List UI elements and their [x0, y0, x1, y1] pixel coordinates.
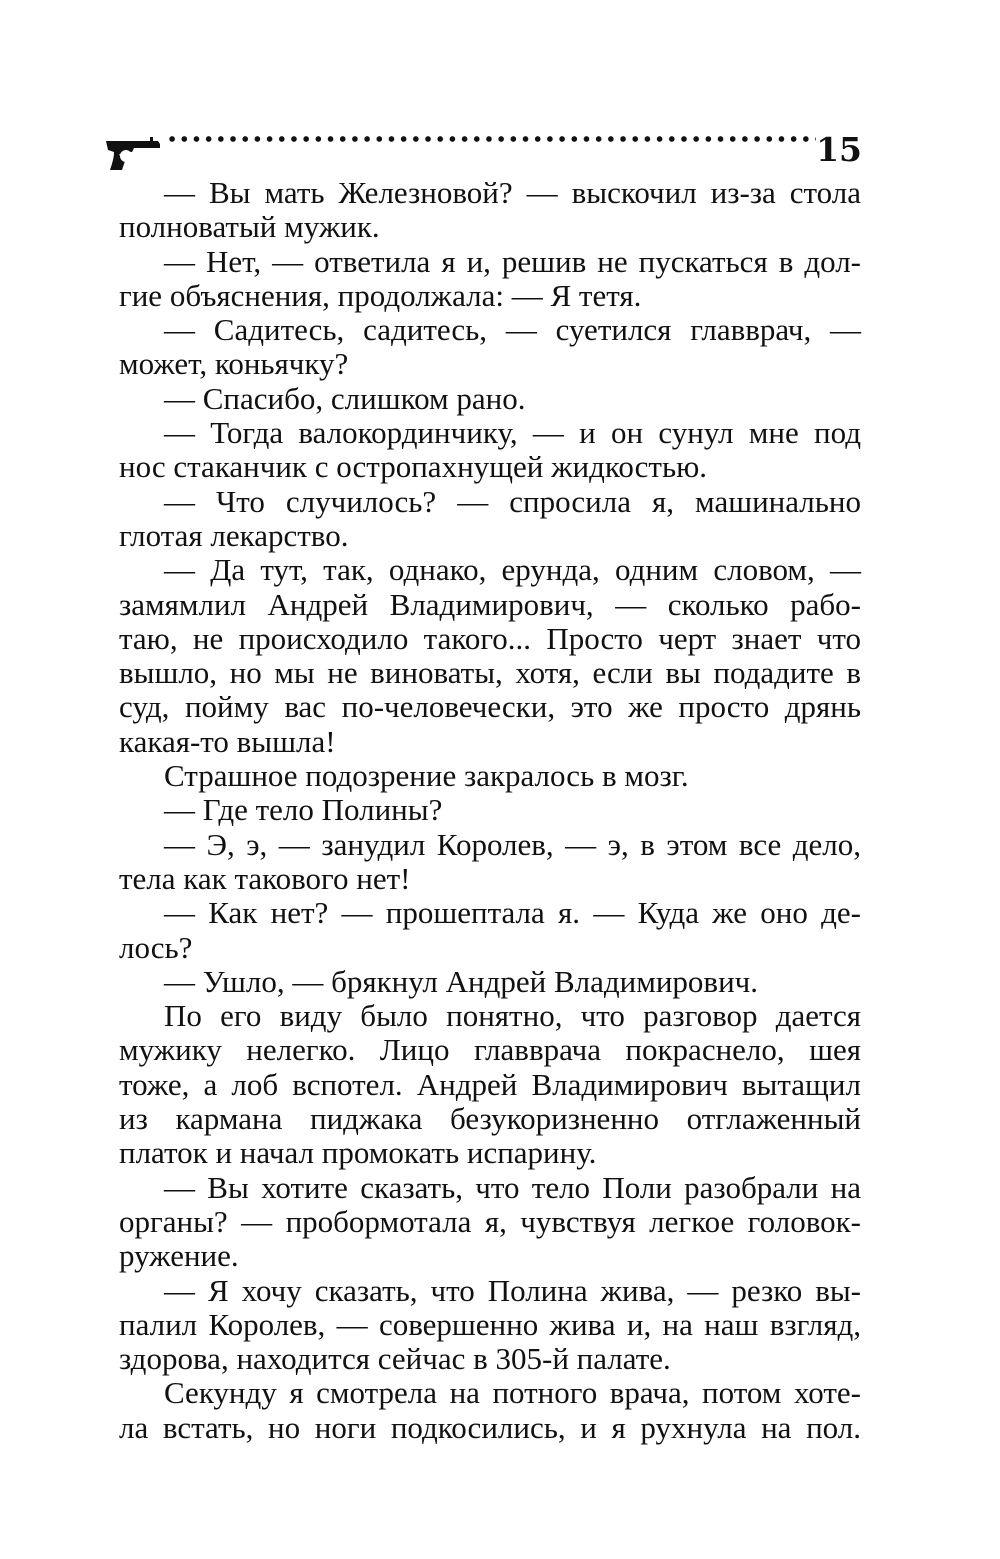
text-line: глотая лекарство.	[119, 517, 349, 553]
text-line: из кармана пиджака безукоризненно отглаженный	[119, 1101, 861, 1137]
revolver-icon	[104, 134, 162, 174]
text-line: гие объяснения, продолжала: — Я тетя.	[119, 277, 642, 313]
text-line: таю, не происходило такого... Просто черт знает что	[119, 620, 861, 656]
text-line: — Вы мать Железновой? — выскочил из-за стола	[164, 175, 861, 210]
text-line: — Нет, — ответила я и, решив не пускаться в дол-	[164, 243, 861, 279]
text-line: — Да тут, так, однако, ерунда, одним словом, —	[164, 552, 861, 588]
text-line: палил Королев, — совершенно жива и, на наш взгляд,	[119, 1306, 861, 1342]
text-line: Страшное подозрение закралось в мозг.	[164, 758, 689, 794]
body-text	[119, 176, 861, 1445]
text-line: нос стаканчик с остропахнущей жидкостью.	[119, 449, 708, 485]
text-line: здорова, находится сейчас в 305-й палате.	[119, 1341, 671, 1377]
running-header	[104, 128, 862, 178]
text-line: органы? — пробормотала я, чувствуя легкое головок-	[119, 1203, 861, 1239]
text-line: замямлил Андрей Владимирович, — сколько рабо-	[119, 586, 861, 622]
text-line: лось?	[119, 929, 193, 965]
text-line: Секунду я смотрела на потного врача, потом хоте-	[164, 1375, 861, 1411]
text-line: — Я хочу сказать, что Полина жива, — резко вы-	[164, 1272, 861, 1308]
text-line: — Спасибо, слишком рано.	[164, 380, 526, 416]
text-line: — Что случилось? — спросила я, машинально	[164, 483, 861, 519]
text-line: ла встать, но ноги подкосились, и я рухнула на пол.	[119, 1409, 861, 1445]
text-line: — Э, э, — занудил Королев, — э, в этом все дело,	[164, 826, 861, 862]
text-line: По его виду было понятно, что разговор дается	[164, 998, 861, 1034]
text-line: ружение.	[119, 1238, 239, 1274]
text-line: платок и начал промокать испарину.	[119, 1135, 597, 1171]
text-line: тела как такового нет!	[119, 860, 411, 896]
text-line: какая-то вышла!	[119, 723, 336, 759]
text-line: — Садитесь, садитесь, — суетился главврач, —	[164, 312, 861, 348]
header-dotted-rule	[166, 136, 816, 142]
text-line: — Как нет? — прошептала я. — Куда же оно де-	[164, 895, 861, 931]
text-line: может, коньячку?	[119, 346, 349, 382]
text-line: суд, пойму вас по-человечески, это же просто дрянь	[119, 689, 861, 725]
text-line: вышло, но мы не виноваты, хотя, если вы подадите в	[119, 655, 861, 691]
text-line: — Тогда валокординчику, — и он сунул мне под	[164, 415, 861, 451]
page-number: 15	[816, 130, 862, 169]
text-line: — Ушло, — брякнул Андрей Владимирович.	[164, 963, 758, 999]
text-line: тоже, а лоб вспотел. Андрей Владимирович вытащил	[119, 1066, 861, 1102]
text-line: мужику нелегко. Лицо главврача покраснело, шея	[119, 1032, 861, 1068]
text-line: полноватый мужик.	[119, 209, 380, 245]
text-line: — Вы хотите сказать, что тело Поли разобрали на	[164, 1169, 861, 1205]
text-line: — Где тело Полины?	[164, 792, 443, 828]
